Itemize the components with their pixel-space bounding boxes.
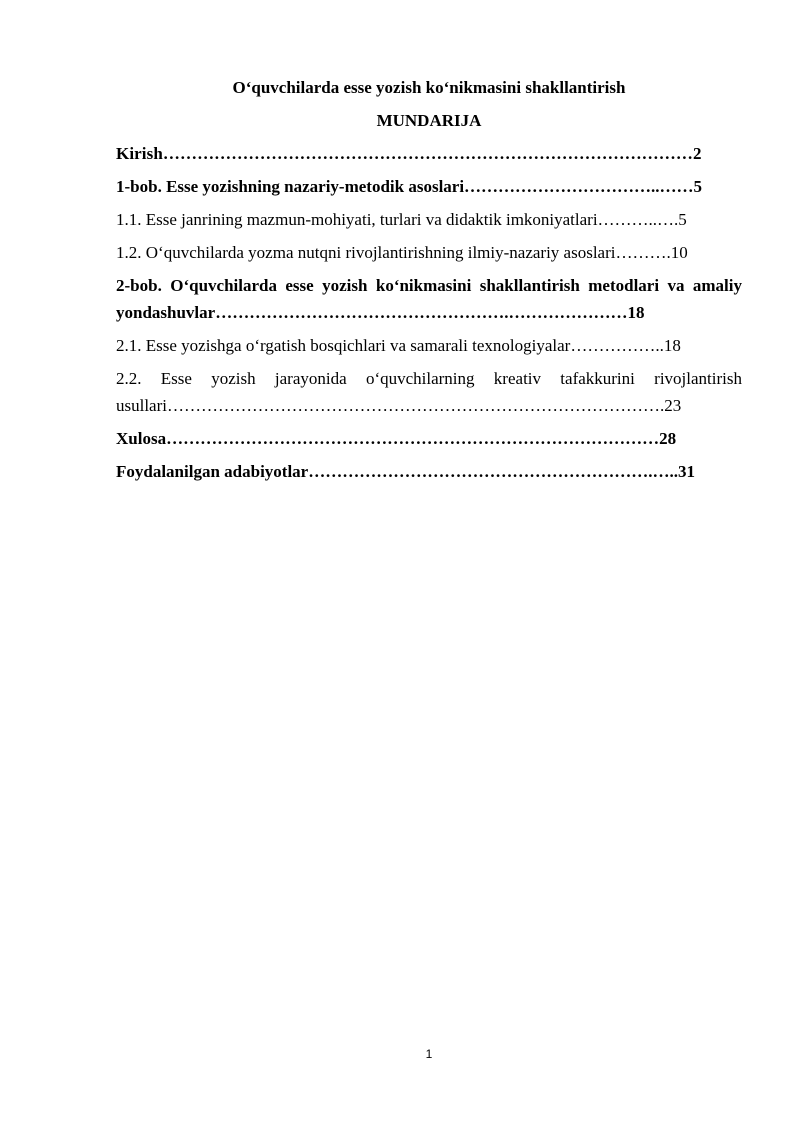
toc-entry-chapter-1: 1-bob. Esse yozishning nazariy-metodik asoslari……………………………..……5 — [116, 177, 703, 196]
toc-entry-kirish: Kirish…………………………………………………………………………………2 — [116, 144, 702, 163]
toc-heading: MUNDARIJA — [376, 111, 482, 130]
table-of-contents — [116, 140, 742, 491]
toc-entry-section-2-2: 2.2. Esse yozish jarayonida o‘quvchilarning kreativ tafakkurini rivojlantirish usullari…………………………………………………………………………….23 — [116, 369, 742, 415]
toc-entry-section-2-1: 2.1. Esse yozishga o‘rgatish bosqichlari va samarali texnologiyalar……………..18 — [116, 336, 681, 355]
toc-entry-xulosa: Xulosa……………………………………………………………………………28 — [116, 429, 677, 448]
toc-entry-references: Foydalanilgan adabiyotlar…………………………………………………….…..31 — [116, 462, 695, 481]
toc-entry-section-1-1: 1.1. Esse janrining mazmun-mohiyati, turlari va didaktik imkoniyatlari………..….5 — [116, 210, 687, 229]
page-number: 1 — [425, 1047, 433, 1061]
toc-entry-section-1-2: 1.2. O‘quvchilarda yozma nutqni rivojlantirishning ilmiy-nazariy asoslari……….10 — [116, 243, 688, 262]
document-title: O‘quvchilarda esse yozish ko‘nikmasini shakllantirish — [232, 78, 626, 97]
toc-entry-chapter-2: 2-bob. O‘quvchilarda esse yozish ko‘nikmasini shakllantirish metodlari va amaliy yondashuvlar…………………………………………….…………………18 — [116, 276, 742, 322]
